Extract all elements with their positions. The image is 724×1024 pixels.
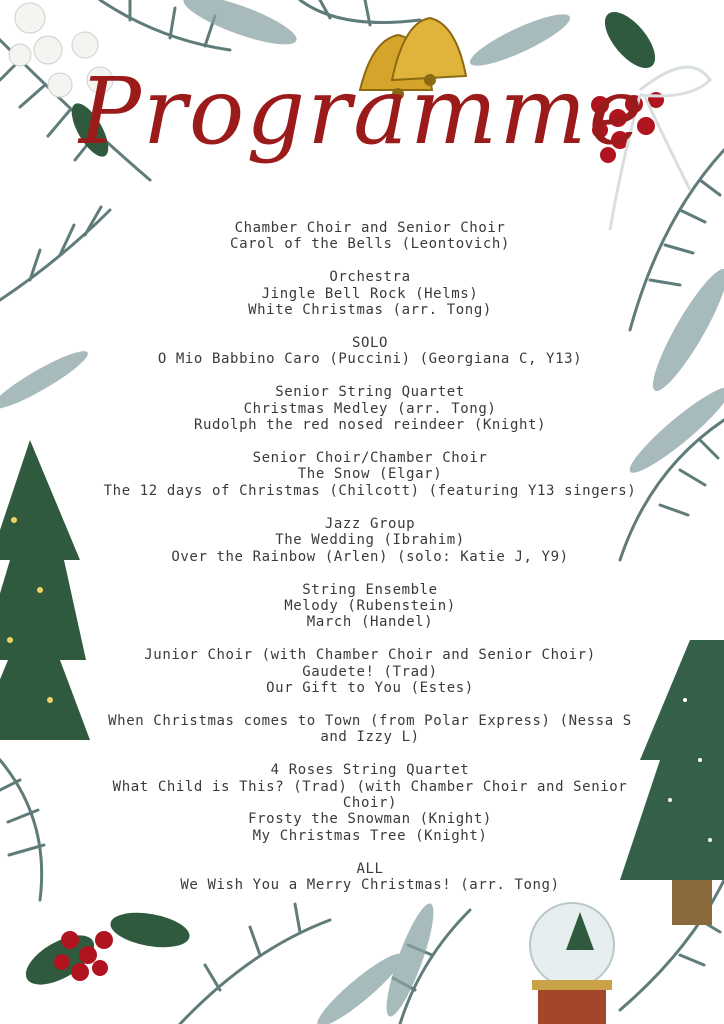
programme-item: Gaudete! (Trad) <box>302 663 438 680</box>
programme-list <box>100 220 640 910</box>
programme-item: The Snow (Elgar) <box>297 466 443 483</box>
programme-section <box>100 582 640 631</box>
programme-section <box>100 220 640 253</box>
section-heading: String Ensemble <box>302 581 438 598</box>
programme-item: We Wish You a Merry Christmas! (arr. Tong) <box>180 877 560 894</box>
programme-item: Our Gift to You (Estes) <box>266 680 474 697</box>
programme-item: Over the Rainbow (Arlen) (solo: Katie J, Y9) <box>171 548 569 565</box>
programme-section <box>100 384 640 433</box>
programme-item: Carol of the Bells (Leontovich) <box>230 236 510 253</box>
section-heading: Chamber Choir and Senior Choir <box>234 220 506 236</box>
programme-item: The 12 days of Christmas (Chilcott) (featuring Y13 singers) <box>103 482 637 499</box>
section-heading: SOLO <box>351 335 389 352</box>
section-heading: ALL <box>356 860 384 877</box>
programme-section <box>100 647 640 696</box>
snow-globe-icon <box>530 903 614 1024</box>
programme-section <box>100 269 640 318</box>
programme-item: Frosty the Snowman (Knight) <box>248 811 492 828</box>
page-title: Programme <box>79 58 645 165</box>
programme-section <box>100 335 640 368</box>
section-heading: Senior Choir/Chamber Choir <box>252 450 488 467</box>
programme-section <box>100 762 640 844</box>
programme-item: O Mio Babbino Caro (Puccini) (Georgiana C, Y13) <box>157 351 583 368</box>
programme-item: White Christmas (arr. Tong) <box>248 302 492 319</box>
section-heading: Jazz Group <box>324 515 416 532</box>
programme-item: What Child is This? (Trad) (with Chamber Choir and Senior Choir) <box>112 778 628 812</box>
programme-item: Melody (Rubenstein) <box>284 597 456 614</box>
programme-item: Jingle Bell Rock (Helms) <box>261 285 479 302</box>
programme-section <box>100 713 640 746</box>
programme-item: My Christmas Tree (Knight) <box>252 827 488 844</box>
section-heading: Senior String Quartet <box>275 384 465 401</box>
section-heading: Orchestra <box>329 269 411 286</box>
programme-section <box>100 450 640 499</box>
section-heading: When Christmas comes to Town (from Polar Express) (Nessa S and Izzy L) <box>108 712 632 746</box>
section-heading: 4 Roses String Quartet <box>270 762 470 779</box>
programme-section <box>100 861 640 894</box>
programme-item: The Wedding (Ibrahim) <box>275 532 465 549</box>
programme-section <box>100 516 640 565</box>
programme-item: Rudolph the red nosed reindeer (Knight) <box>193 417 547 434</box>
section-heading: Junior Choir (with Chamber Choir and Senior Choir) <box>144 647 596 664</box>
programme-item: Christmas Medley (arr. Tong) <box>243 400 497 417</box>
programme-item: March (Handel) <box>306 614 434 631</box>
